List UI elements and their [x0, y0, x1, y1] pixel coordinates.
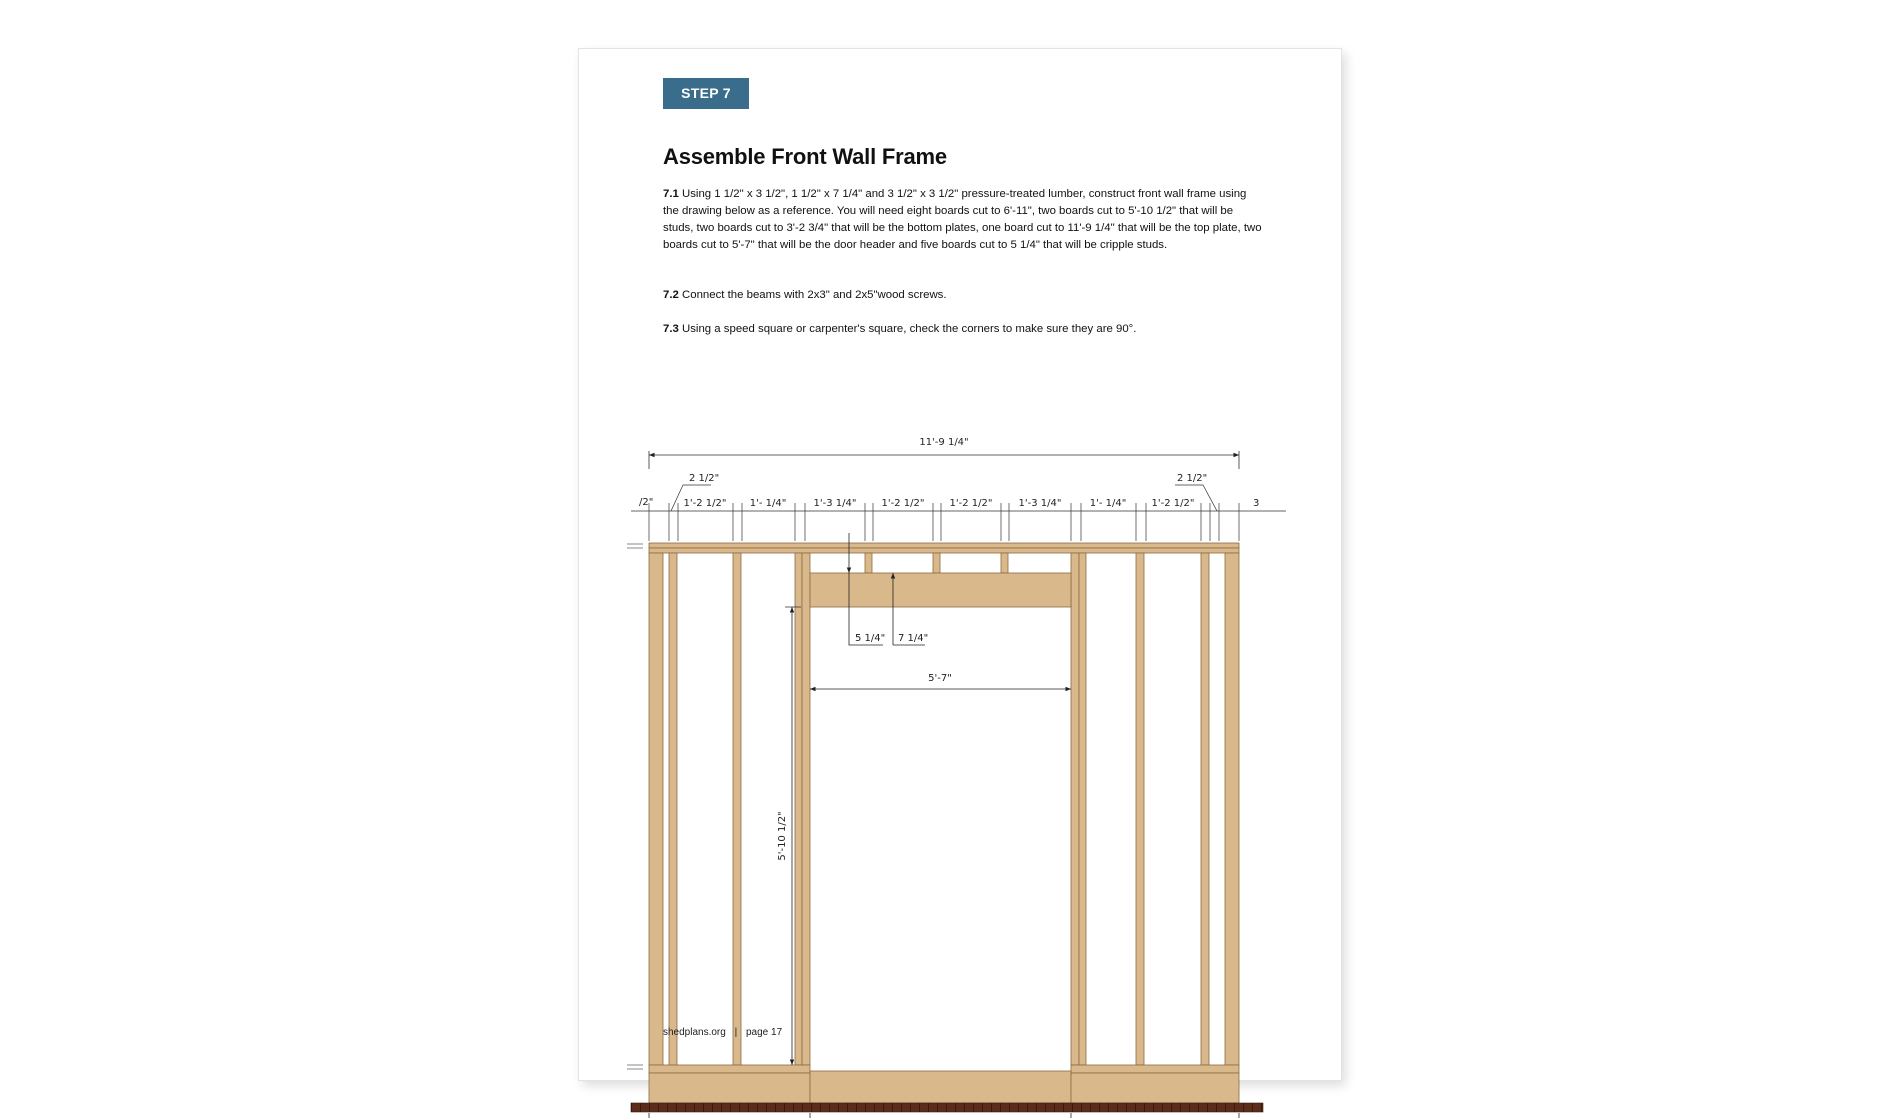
stud — [669, 553, 677, 1065]
stud-left-end — [649, 553, 663, 1065]
footer-page-number: page 17 — [746, 1027, 783, 1038]
stud — [1136, 553, 1144, 1065]
plate-break-marks — [627, 544, 643, 1069]
paragraph-text: Connect the beams with 2x3" and 2x5"wood screws. — [682, 289, 947, 301]
document-page — [578, 48, 1342, 1081]
floor-rim-left — [649, 1073, 810, 1103]
stud — [733, 553, 741, 1065]
stud — [1201, 553, 1209, 1065]
dim-space-6: 1'-3 1/4" — [1018, 498, 1062, 509]
wall-frame — [649, 543, 1239, 1103]
cripple-stud — [1001, 553, 1008, 573]
paragraph-text: Using 1 1/2" x 3 1/2", 1 1/2" x 7 1/4" and 3 1/2" x 3 1/2" pressure-treated lumber, construct front wall frame using the drawing below as a reference. You will need eight boards cut to 6'-11", two boards cut to 5'-10 1/2" that will be studs, two boards cut to 3'-2 3/4" that will be the bottom plates, one board cut to 11'-9 1/4" that will be the top plate, two boards cut to 5'-7" that will be the door header and five boards cut to 5 1/4" that will be cripple studs. — [663, 188, 1262, 251]
door-opening-dimension — [810, 673, 1071, 689]
floor-rim-center — [810, 1071, 1071, 1103]
page-title: Assemble Front Wall Frame — [663, 144, 947, 169]
dim-space-7: 1'- 1/4" — [1089, 498, 1127, 509]
cripple-height-label: 5 1/4" — [855, 633, 886, 644]
wall-frame-drawing — [641, 381, 1281, 1003]
dim-space-1: 1'-2 1/2" — [683, 498, 727, 509]
page-footer — [663, 1027, 782, 1038]
paragraph-number: 7.1 — [663, 188, 679, 200]
dim-space-2: 1'- 1/4" — [749, 498, 787, 509]
paragraph-7-2 — [663, 287, 1263, 304]
paragraph-7-1 — [663, 186, 1263, 254]
dim-right-edge: 3 — [1253, 498, 1260, 509]
door-jack-stud-left — [802, 553, 810, 1065]
door-king-stud-left — [795, 553, 802, 1065]
overall-width-label: 11'-9 1/4" — [919, 437, 969, 448]
dim-left-small: 2 1/2" — [689, 473, 720, 484]
cripple-stud — [865, 553, 872, 573]
door-king-stud-right — [1079, 553, 1086, 1065]
bottom-plate-left — [649, 1065, 810, 1073]
dim-space-3: 1'-3 1/4" — [813, 498, 857, 509]
cripple-stud — [933, 553, 940, 573]
door-opening-label: 5'-7" — [928, 673, 952, 684]
overall-width-dimension — [649, 437, 1239, 469]
door-jack-stud-right — [1071, 553, 1079, 1065]
paragraph-text: Using a speed square or carpenter's square, check the corners to make sure they are 90°. — [682, 323, 1137, 335]
header-height-label: 7 1/4" — [898, 633, 929, 644]
top-plate-upper — [649, 543, 1239, 548]
top-plate-lower — [649, 548, 1239, 553]
foundation-sill — [631, 1103, 1263, 1112]
paragraph-7-3 — [663, 321, 1263, 338]
dim-space-5: 1'-2 1/2" — [949, 498, 993, 509]
top-spacing-dimensions — [631, 485, 1286, 541]
floor-rim-right — [1071, 1073, 1239, 1103]
stud-right-end — [1225, 553, 1239, 1065]
footer-site: shedplans.org — [663, 1027, 726, 1038]
paragraph-number: 7.2 — [663, 289, 679, 301]
step-badge: STEP 7 — [663, 78, 749, 109]
top-spacing-labels — [639, 473, 1259, 509]
bottom-dimensions — [649, 1113, 1239, 1118]
dim-space-8: 1'-2 1/2" — [1151, 498, 1195, 509]
footer-separator: | — [734, 1027, 738, 1038]
bottom-plate-right — [1071, 1065, 1239, 1073]
paragraph-number: 7.3 — [663, 323, 679, 335]
dim-right-small: 2 1/2" — [1177, 473, 1208, 484]
stud-height-label: 5'-10 1/2" — [777, 811, 788, 861]
dim-left-edge: /2" — [639, 497, 654, 508]
dim-space-4: 1'-2 1/2" — [881, 498, 925, 509]
